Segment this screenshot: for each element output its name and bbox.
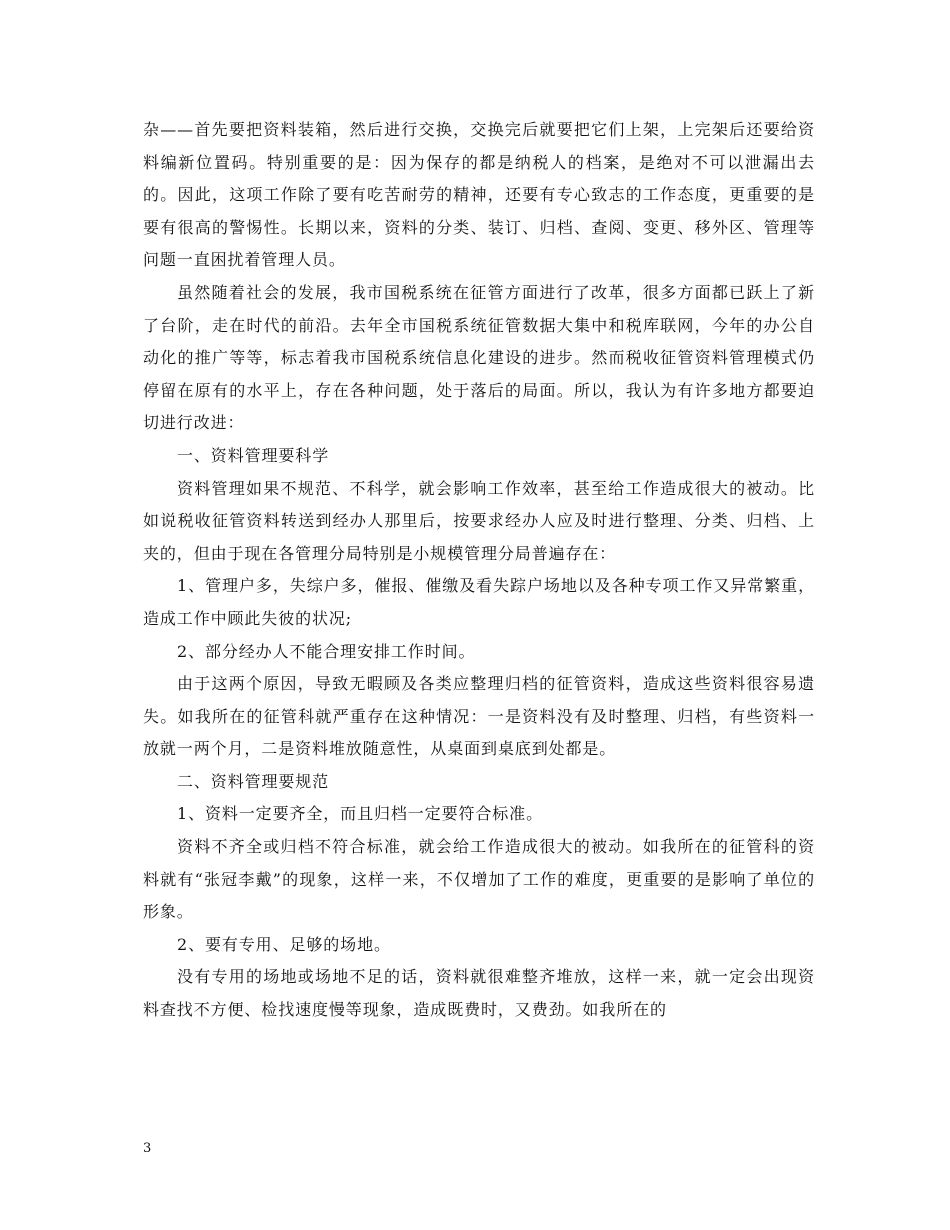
page-number: 3 — [143, 1141, 152, 1156]
section-heading-standardized: 二、资料管理要规范 — [177, 771, 330, 791]
section-heading-scientific: 一、资料管理要科学 — [177, 445, 330, 465]
paragraph-reform-background: 虽然随着社会的发展，我市国税系统在征管方面进行了改革，很多方面都已跃上了新了台阶，走在时代的前沿。去年全市国税系统征管数据大集中和税库联网，今年的办公自动化的推广等等，标志着我市国税系统信息化建设的进步。然而税收征管资料管理模式仍停留在原有的水平上，存在各种问题，处于落后的局面。所以，我认为有许多地方都要迫切进行改进： — [143, 282, 815, 433]
paragraph-continuation: 杂——首先要把资料装箱，然后进行交换，交换完后就要把它们上架，上完架后还要给资料编新位置码。特别重要的是：因为保存的都是纳税人的档案，是绝对不可以泄漏出去的。因此，这项工作除了要有吃苦耐劳的精神，还要有专心致志的工作态度，更重要的是要有很高的警惕性。长期以来，资料的分类、装订、归档、查阅、变更、移外区、管理等问题一直困扰着管理人员。 — [143, 120, 815, 270]
list-item-1: 1、管理户多，失综户多，催报、催缴及看失踪户场地以及各种专项工作又异常繁重，造成工作中顾此失彼的状况; — [143, 576, 815, 628]
list-item-2: 2、部分经办人不能合理安排工作时间。 — [177, 641, 476, 661]
paragraph-space-shortage: 没有专用的场地或场地不足的话，资料就很难整齐堆放，这样一来，就一定会出现资料查找不方便、检找速度慢等现象，造成既费时，又费劲。如我所在的 — [143, 967, 815, 1020]
document-body — [143, 114, 815, 1027]
paragraph-scientific-management: 资料管理如果不规范、不科学，就会影响工作效率，甚至给工作造成很大的被动。比如说税收征管资料转送到经办人那里后，按要求经办人应及时进行整理、分类、归档、上夹的，但由于现在各管理分局特别是小规模管理分局普遍存在： — [143, 478, 815, 563]
paragraph-incomplete-materials: 资料不齐全或归档不符合标准，就会给工作造成很大的被动。如我所在的征管科的资料就有“张冠李戴”的现象，这样一来，不仅增加了工作的难度，更重要的是影响了单位的形象。 — [143, 837, 815, 922]
subsection-dedicated-space: 2、要有专用、足够的场地。 — [177, 934, 391, 954]
subsection-complete-materials: 1、资料一定要齐全，而且归档一定要符合标准。 — [177, 804, 543, 824]
paragraph-consequences: 由于这两个原因，导致无暇顾及各类应整理归档的征管资料，造成这些资料很容易遗失。如我所在的征管科就严重存在这种情况：一是资料没有及时整理、归档，有些资料一放就一两个月，二是资料堆放随意性，从桌面到桌底到处都是。 — [143, 674, 815, 759]
